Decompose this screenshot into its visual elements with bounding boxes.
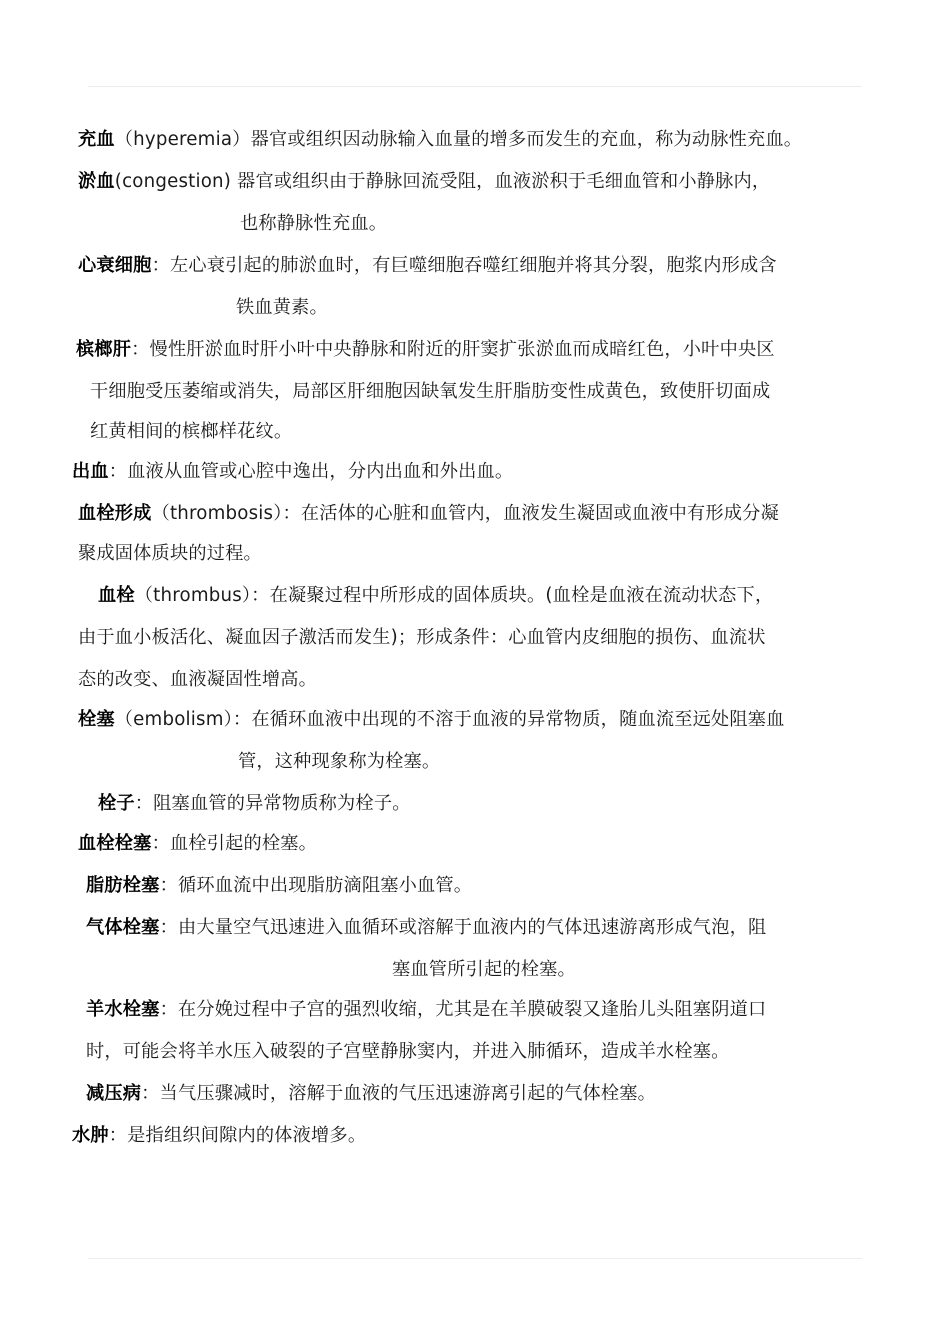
entry-definition: ：血液从血管或心腔中逸出，分内出血和外出血。 <box>108 461 514 482</box>
entry-definition: ：左心衰引起的肺淤血时，有巨噬细胞吞噬红细胞并将其分裂，胞浆内形成含 <box>151 255 777 276</box>
entry-definition: ：由大量空气迅速进入血循环或溶解于血液内的气体迅速游离形成气泡，阻 <box>159 917 767 938</box>
entry-definition: ：是指组织间隙内的体液增多。 <box>108 1125 367 1146</box>
entry-term: 血栓形成 <box>78 503 152 524</box>
entry-definition: ：循环血流中出现脂肪滴阻塞小血管。 <box>159 875 473 896</box>
entry-definition: ：慢性肝淤血时肝小叶中央静脉和附近的肝窦扩张淤血而成暗红色，小叶中央区 <box>131 339 775 360</box>
entry-term: 槟榔肝 <box>76 339 132 360</box>
entry-definition: （thrombosis）：在活体的心脏和血管内，血液发生凝固或血液中有形成分凝 <box>151 503 779 524</box>
entry-thrombosis <box>78 502 779 526</box>
entry-continuation: 干细胞受压萎缩或消失，局部区肝细胞因缺氧发生肝脂肪变性成黄色，致使肝切面成 <box>90 381 771 402</box>
entry-thromboembolism <box>78 832 317 856</box>
entry-definition: ：阻塞血管的异常物质称为栓子。 <box>134 793 411 814</box>
entry-term: 充血 <box>78 129 115 150</box>
entry-continuation: 聚成固体质块的过程。 <box>78 543 262 564</box>
entry-term: 栓子 <box>98 793 135 814</box>
entry-continuation: 也称静脉性充血。 <box>240 213 388 234</box>
entry-term: 淤血 <box>78 171 115 192</box>
entry-term: 气体栓塞 <box>86 917 160 938</box>
entry-term: 栓塞 <box>78 709 115 730</box>
entry-edema <box>72 1124 366 1148</box>
entry-term: 羊水栓塞 <box>86 999 160 1020</box>
entry-term: 血栓 <box>98 585 135 606</box>
entry-definition: ：当气压骤减时，溶解于血液的气压迅速游离引起的气体栓塞。 <box>141 1083 657 1104</box>
entry-decompression-sickness <box>86 1082 656 1106</box>
entry-amniotic-fluid-embolism <box>86 998 766 1022</box>
entry-definition: （thrombus）：在凝聚过程中所形成的固体质块。(血栓是血液在流动状态下， <box>134 585 774 606</box>
entry-hemorrhage <box>72 460 513 484</box>
entry-continuation: 时，可能会将羊水压入破裂的子宫壁静脉窦内，并进入肺循环，造成羊水栓塞。 <box>86 1041 730 1062</box>
entry-continuation: 红黄相间的槟榔样花纹。 <box>90 421 293 442</box>
entry-gas-embolism <box>86 916 766 940</box>
entry-heart-failure-cell <box>78 254 777 278</box>
entry-fat-embolism <box>86 874 472 898</box>
entry-term: 脂肪栓塞 <box>86 875 160 896</box>
entry-continuation: 态的改变、血液凝固性增高。 <box>78 669 318 690</box>
entry-continuation: 由于血小板活化、凝血因子激活而发生)；形成条件：心血管内皮细胞的损伤、血流状 <box>78 627 766 648</box>
entry-definition: ：血栓引起的栓塞。 <box>151 833 318 854</box>
entry-embolus <box>98 792 411 816</box>
entry-term: 水肿 <box>72 1125 109 1146</box>
entry-continuation: 塞血管所引起的栓塞。 <box>392 959 576 980</box>
entry-term: 出血 <box>72 461 109 482</box>
header-divider <box>88 86 862 87</box>
entry-definition: ：在分娩过程中子宫的强烈收缩，尤其是在羊膜破裂又逢胎儿头阻塞阴道口 <box>159 999 767 1020</box>
entry-thrombus <box>98 584 773 608</box>
entry-definition: （hyperemia）器官或组织因动脉输入血量的增多而发生的充血，称为动脉性充血。 <box>114 129 803 150</box>
entry-continuation: 铁血黄素。 <box>236 297 328 318</box>
footer-divider <box>88 1258 862 1259</box>
entry-definition: （embolism）：在循环血液中出现的不溶于血液的异常物质，随血流至远处阻塞血 <box>114 709 785 730</box>
entry-term: 减压病 <box>86 1083 142 1104</box>
entry-nutmeg-liver <box>76 338 775 362</box>
entry-continuation: 管，这种现象称为栓塞。 <box>238 751 441 772</box>
entry-hyperemia <box>78 128 802 152</box>
entry-embolism <box>78 708 785 732</box>
entry-term: 心衰细胞 <box>78 255 152 276</box>
entry-congestion <box>78 170 770 194</box>
entry-term: 血栓栓塞 <box>78 833 152 854</box>
entry-definition: (congestion) 器官或组织由于静脉回流受阻，血液淤积于毛细血管和小静脉内， <box>114 171 771 192</box>
